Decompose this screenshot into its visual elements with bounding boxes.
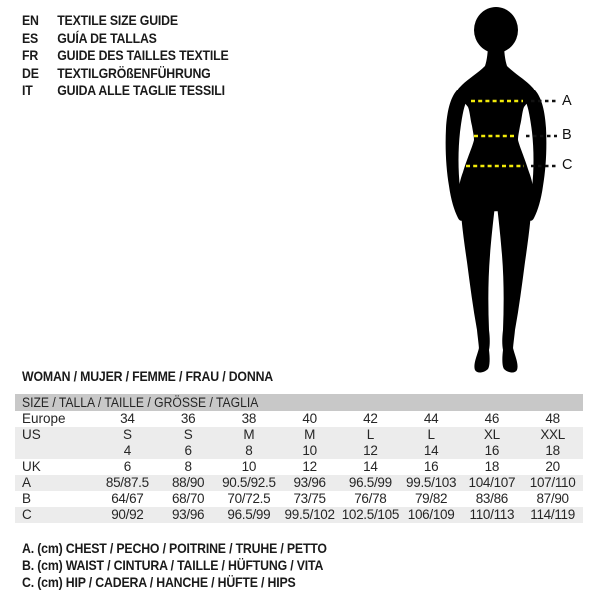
size-cell: 38 <box>241 411 257 426</box>
size-cell: 14 <box>423 443 439 458</box>
row-label: US <box>22 427 41 442</box>
size-cell: 99.5/102 <box>284 507 335 522</box>
size-cell: 20 <box>545 459 560 474</box>
size-cell: 40 <box>302 411 317 426</box>
measurement-legend <box>22 540 368 591</box>
size-cell: 48 <box>545 411 560 426</box>
size-cell: 102.5/105 <box>341 507 400 522</box>
size-cell: 8 <box>245 443 253 458</box>
size-cell: 90/92 <box>111 507 144 522</box>
size-cell: 68/70 <box>171 491 205 506</box>
size-cell: 12 <box>302 459 317 474</box>
size-cell: 85/87.5 <box>105 475 149 490</box>
size-cell: 64/67 <box>111 491 144 506</box>
silhouette-left-foot <box>474 348 489 373</box>
language-code: IT <box>22 82 33 98</box>
size-cell: 99.5/103 <box>406 475 457 490</box>
size-cell: 96.5/99 <box>348 475 392 490</box>
size-table-row-c <box>15 507 583 523</box>
row-label: Europe <box>22 411 66 426</box>
size-cell: 16 <box>423 459 439 474</box>
section-title: WOMAN / MUJER / FEMME / FRAU / DONNA <box>22 368 274 384</box>
size-table-header-label: SIZE / TALLA / TAILLE / GRÖSSE / TAGLIA <box>22 395 259 410</box>
size-cell: L <box>427 427 435 442</box>
size-cell: 104/107 <box>468 475 516 490</box>
row-label: B <box>22 491 32 506</box>
language-label: GUÍA DE TALLAS <box>57 29 157 46</box>
size-table-row-us-numeric <box>15 443 583 459</box>
size-table-row-b <box>15 491 583 507</box>
size-cell: 10 <box>302 443 317 458</box>
size-cell: XXL <box>540 427 565 442</box>
legend-line-a: A. (cm) CHEST / PECHO / POITRINE / TRUHE / PETTO <box>22 540 327 556</box>
woman-silhouette-svg <box>430 0 580 385</box>
language-label: TEXTILGRÖßENFÜHRUNG <box>57 64 211 81</box>
size-cell: L <box>366 427 374 442</box>
size-cell: 79/82 <box>414 491 448 506</box>
size-table-row-uk <box>15 459 583 475</box>
row-label <box>15 443 97 459</box>
measure-label-a: A <box>562 93 572 109</box>
size-cell: 6 <box>184 443 192 458</box>
silhouette-right-foot <box>502 348 517 373</box>
language-code: FR <box>22 47 39 63</box>
size-cell: 114/119 <box>530 507 575 522</box>
size-cell: 96.5/99 <box>227 507 271 522</box>
size-cell: M <box>243 427 255 442</box>
legend-line-c: C. (cm) HIP / CADERA / HANCHE / HÜFTE / HIPS <box>22 574 296 590</box>
size-table-header <box>15 394 583 411</box>
size-cell: S <box>123 427 132 442</box>
language-code: ES <box>22 29 39 46</box>
size-cell: 14 <box>363 459 378 474</box>
row-label: C <box>22 507 32 522</box>
size-cell: 18 <box>545 443 560 458</box>
size-cell: XL <box>483 427 500 442</box>
size-cell: 93/96 <box>171 507 205 522</box>
size-cell: S <box>183 427 193 442</box>
size-cell: 90.5/92.5 <box>222 475 276 490</box>
silhouette-right-leg <box>497 184 533 350</box>
size-cell: 42 <box>363 411 378 426</box>
size-cell: 12 <box>363 443 378 458</box>
size-cell: 6 <box>123 459 131 474</box>
language-label: GUIDA ALLE TAGLIE TESSILI <box>57 82 225 98</box>
size-table-row-europe <box>15 411 583 427</box>
silhouette-left-leg <box>459 184 495 350</box>
size-cell: 10 <box>241 459 257 474</box>
legend-line-b: B. (cm) WAIST / CINTURA / TAILLE / HÜFTUNG / VITA <box>22 557 324 573</box>
language-code: DE <box>22 64 39 81</box>
woman-silhouette <box>446 7 547 373</box>
size-cell: 16 <box>484 443 500 458</box>
size-cell: 110/113 <box>469 507 515 522</box>
language-code: EN <box>22 12 39 28</box>
language-label: TEXTILE SIZE GUIDE <box>57 12 178 28</box>
size-cell: 44 <box>423 411 439 426</box>
size-table-row-us <box>15 427 583 443</box>
row-label: UK <box>22 459 41 474</box>
size-cell: 106/109 <box>407 507 455 522</box>
size-cell: 83/86 <box>475 491 509 506</box>
size-table <box>15 394 583 523</box>
size-cell: 88/90 <box>171 475 205 490</box>
row-label: A <box>22 475 32 490</box>
size-cell: 4 <box>123 443 131 458</box>
size-cell: 46 <box>484 411 500 426</box>
measure-label-c: C <box>562 157 573 173</box>
language-label: GUIDE DES TAILLES TEXTILE <box>57 47 229 63</box>
size-cell: 107/110 <box>529 475 576 490</box>
size-cell: 93/96 <box>293 475 326 490</box>
size-cell: 34 <box>120 411 135 426</box>
size-cell: 73/75 <box>293 491 326 506</box>
size-table-body <box>15 411 583 523</box>
size-cell: 70/72.5 <box>227 491 271 506</box>
size-cell: 87/90 <box>536 491 569 506</box>
size-cell: M <box>304 427 316 442</box>
size-cell: 76/78 <box>354 491 387 506</box>
size-cell: 36 <box>180 411 196 426</box>
measure-label-b: B <box>562 127 572 143</box>
size-cell: 8 <box>184 459 192 474</box>
size-cell: 18 <box>484 459 500 474</box>
size-table-row-a <box>15 475 583 491</box>
